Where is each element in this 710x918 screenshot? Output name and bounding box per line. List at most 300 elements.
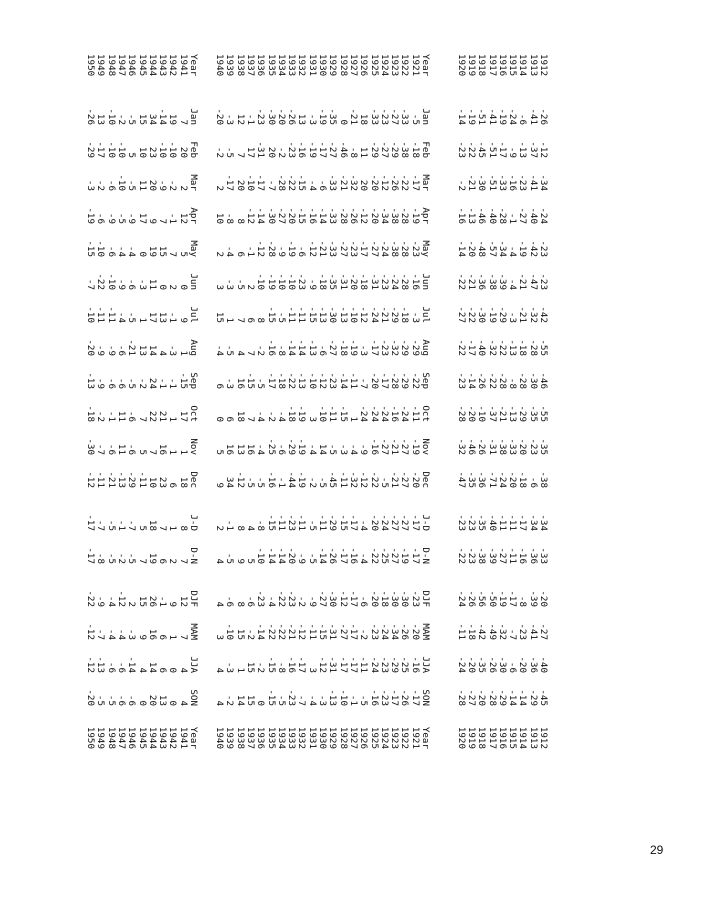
header-cell: Mar [420,174,431,191]
table-cell: 6 [157,558,169,564]
table-cell: -14 [275,547,287,564]
table-cell: 1919 [465,726,477,749]
table-cell: -17 [465,339,477,356]
table-cell: -5 [126,377,138,389]
table-cell: -14 [507,689,519,706]
table-cell: 4 [214,601,226,607]
table-cell: -10 [105,141,117,158]
table-cell: 1933 [286,726,298,749]
table-cell: 1934 [275,726,287,749]
header-cell: SON [188,689,199,706]
table-cell: 14 [234,694,246,706]
table-cell: -9 [105,344,117,356]
table-cell: 1932 [296,726,308,749]
table-cell: -6 [115,344,127,356]
header-cell: SON [420,689,431,706]
table-cell: -10 [115,141,127,158]
table-cell: -34 [538,514,549,531]
table-cell: 1942 [167,54,179,77]
table-cell: -28 [496,372,508,389]
table-cell: -17 [317,141,329,158]
table-cell: -35 [327,108,339,125]
table-cell: -46 [476,207,488,224]
table-cell: 1926 [358,54,370,77]
table-cell: -17 [296,656,308,673]
table-cell: -40 [476,339,488,356]
table-cell: -29 [368,141,380,158]
table-cell: -32 [486,339,498,356]
table-cell: -17 [409,174,421,191]
table-cell: 1947 [115,54,127,77]
table-cell: 2 [214,185,226,191]
table-cell: -22 [409,372,421,389]
table-cell: -28 [389,372,401,389]
table-cell: 1917 [486,54,498,77]
table-cell: 1949 [95,726,107,749]
table-cell: 1 [177,449,189,455]
table-cell: -1 [115,519,127,531]
table-cell: -44 [286,471,298,488]
table-cell: -6 [95,212,107,224]
table-cell: 23 [146,146,158,158]
table-cell: -4 [347,443,359,455]
table-cell: -41 [527,174,539,191]
table-cell: -46 [465,438,477,455]
table-cell: -27 [389,108,401,125]
table-cell: -36 [476,273,488,290]
table-cell: -16 [347,547,359,564]
table-cell: -29 [399,372,411,389]
table-cell: 7 [244,350,256,356]
table-cell: -19 [486,306,498,323]
table-header-row [420,54,430,754]
table-cell: 6 [244,317,256,323]
table-cell: -24 [455,656,467,673]
table-cell: 1 [167,416,179,422]
table-cell: -12 [234,471,246,488]
table-cell: -28 [399,207,411,224]
table-cell: 8 [234,525,246,531]
table-row [105,54,115,754]
table-cell: -13 [85,372,97,389]
table-cell: -30 [527,372,539,389]
table-cell: -22 [368,547,380,564]
table-cell: 10 [214,212,226,224]
table-cell: -10 [167,141,179,158]
table-cell: -26 [538,108,549,125]
table-cell: -1 [167,311,179,323]
header-cell: Feb [188,141,199,158]
table-cell: -15 [337,514,349,531]
table-cell: -27 [327,339,339,356]
table-cell: -14 [465,372,477,389]
table-cell: -6 [126,443,138,455]
table-cell: 4 [214,700,226,706]
table-cell: -55 [538,339,549,356]
table-cell: 20 [234,179,246,191]
table-cell: -22 [275,590,287,607]
table-cell: 1944 [146,54,158,77]
table-cell: 7 [234,152,246,158]
table-cell: -11 [337,471,349,488]
table-cell: 14 [146,661,158,673]
table-cell: 16 [157,443,169,455]
table-cell: -30 [85,438,97,455]
table-cell: 1918 [476,54,488,77]
table-cell: -30 [389,590,401,607]
table-cell: -40 [538,656,549,673]
table-cell: 21 [157,410,169,422]
table-cell: 1932 [296,54,308,77]
table-cell: -2 [115,113,127,125]
table-cell: -15 [265,689,277,706]
table-cell: -12 [85,656,97,673]
table-cell: 6 [234,251,246,257]
header-cell: Jul [420,306,431,323]
table-cell: -4 [275,410,287,422]
table-cell: -15 [306,306,318,323]
table-cell: -13 [115,471,127,488]
table-cell: 1947 [115,726,127,749]
table-cell: -5 [105,519,117,531]
table-cell: -34 [538,174,549,191]
table-cell: -5 [317,476,329,488]
table-cell: -12 [255,240,267,257]
table-cell: -16 [409,656,421,673]
header-cell: D-N [420,547,431,564]
table-cell: -21 [286,623,298,640]
table-cell: 1923 [389,54,401,77]
table-cell: -17 [337,547,349,564]
table-cell: -10 [115,174,127,191]
table-cell: 13 [157,311,169,323]
table-cell: -23 [286,689,298,706]
table-cell: -14 [255,207,267,224]
table-cell: -20 [368,514,380,531]
table-cell: -4 [115,245,127,257]
table-cell: -17 [347,514,359,531]
table-cell: -12 [337,590,349,607]
table-cell: -26 [476,438,488,455]
header-cell: Year [420,54,431,77]
table-cell: -29 [399,339,411,356]
table-cell: -19 [286,240,298,257]
header-cell: Jun [188,273,199,290]
table-cell: 12 [177,212,189,224]
table-cell: -8 [95,552,107,564]
table-cell: -23 [378,273,390,290]
table-cell: -11 [286,306,298,323]
table-cell: -47 [527,273,539,290]
table-cell: -20 [517,656,529,673]
header-cell: Sep [420,372,431,389]
table-cell: -23 [296,273,308,290]
table-cell: -1 [157,377,169,389]
table-cell: -5 [244,476,256,488]
table-cell: -11 [136,471,148,488]
table-cell: -17 [496,141,508,158]
table-cell: -27 [455,306,467,323]
table-cell: 10 [136,146,148,158]
table-cell: 1920 [455,54,467,77]
table-cell: -15 [265,656,277,673]
table-cell: -20 [85,689,97,706]
table-cell: 16 [224,443,236,455]
table-cell: 19 [146,245,158,257]
table-cell: -20 [214,108,226,125]
table-row [507,54,517,754]
table-row [136,54,146,754]
table-cell: -9 [105,212,117,224]
table-cell: 7 [177,558,189,564]
table-cell: -27 [368,240,380,257]
table-cell: -2 [306,476,318,488]
table-cell: 1 [224,317,236,323]
table-cell: 15 [214,311,226,323]
table-cell: -10 [476,405,488,422]
table-cell: -9 [275,245,287,257]
table-cell: -17 [347,623,359,640]
table-cell: -13 [317,306,329,323]
table-cell: -23 [327,372,339,389]
table-cell: 1916 [496,726,508,749]
table-cell: -18 [517,339,529,356]
table-cell: -5 [224,344,236,356]
table-cell: -17 [255,174,267,191]
table-cell: -14 [455,108,467,125]
table-cell: -30 [265,108,277,125]
table-cell: -20 [85,339,97,356]
table-row [348,54,358,754]
table-cell: 17 [177,410,189,422]
table-cell: -36 [476,471,488,488]
table-cell: -45 [476,141,488,158]
table-cell: -2 [455,179,467,191]
table-cell: -9 [95,344,107,356]
table-cell: -9 [126,212,138,224]
table-cell: -14 [455,240,467,257]
table-cell: -38 [496,438,508,455]
table-cell: -21 [378,306,390,323]
table-cell: -11 [507,547,519,564]
header-cell: Dec [420,471,431,488]
table-cell: -41 [527,108,539,125]
table-cell: -11 [409,405,421,422]
table-cell: -26 [486,656,498,673]
table-cell: -13 [465,207,477,224]
table-cell: -8 [224,212,236,224]
table-cell: -16 [517,547,529,564]
table-cell: 1927 [347,54,359,77]
table-cell: -33 [507,438,519,455]
table-cell: -30 [265,207,277,224]
header-cell: DJF [188,590,199,607]
table-cell: 1929 [327,54,339,77]
header-cell: D-N [188,547,199,564]
table-cell: -23 [378,339,390,356]
table-cell: -21 [496,405,508,422]
table-row [234,54,244,754]
table-cell: -32 [347,174,359,191]
table-cell: -5 [115,212,127,224]
table-cell: 1919 [465,54,477,77]
table-cell: -22 [275,623,287,640]
table-cell: -5 [306,519,318,531]
table-cell: 1928 [337,54,349,77]
table-cell: -7 [95,628,107,640]
table-cell: -22 [286,372,298,389]
table-cell: -9 [115,278,127,290]
table-cell: -13 [507,405,519,422]
table-cell: -23 [538,273,549,290]
table-cell: -20 [517,438,529,455]
table-cell: 0 [177,284,189,290]
table-cell: -26 [399,689,411,706]
table-cell: -23 [368,623,380,640]
table-cell: -5 [255,476,267,488]
table-cell: -16 [507,174,519,191]
table-cell: 11 [115,410,127,422]
table-cell: -2 [275,146,287,158]
table-cell: 8 [234,218,246,224]
table-cell: -22 [465,306,477,323]
table-cell: -6 [244,595,256,607]
table-cell: -14 [255,623,267,640]
table-cell: -7 [296,694,308,706]
table-cell: 17 [136,212,148,224]
table-cell: -27 [496,547,508,564]
table-cell: -6 [126,410,138,422]
table-cell: 9 [167,601,179,607]
table-row [85,54,95,754]
table-cell: -8 [255,519,267,531]
table-cell: 5 [136,525,148,531]
table-cell: -23 [409,590,421,607]
table-cell: -16 [306,207,318,224]
table-cell: -17 [347,590,359,607]
table-cell: -26 [476,372,488,389]
table-cell: -15 [317,623,329,640]
table-cell: -11 [296,306,308,323]
header-cell: Jan [188,108,199,125]
table-cell: -26 [85,108,97,125]
table-cell: -30 [327,590,339,607]
table-cell: 7 [177,119,189,125]
table-cell: -1 [167,212,179,224]
table-cell: 20 [146,179,158,191]
table-cell: -15 [265,514,277,531]
table-cell: 13 [95,113,107,125]
table-cell: -34 [378,207,390,224]
table-row [486,54,496,754]
table-cell: -32 [496,623,508,640]
table-cell: -11 [455,623,467,640]
table-cell: -5 [275,311,287,323]
table-row [538,54,548,754]
table-cell: -20 [409,471,421,488]
table-row [95,54,105,754]
table-cell: -40 [486,207,498,224]
table-cell: -40 [527,207,539,224]
table-cell: -19 [409,438,421,455]
table-cell: -3 [85,179,97,191]
table-cell: -24 [378,405,390,422]
table-cell: -4 [115,628,127,640]
table-cell: -4 [306,443,318,455]
table-row [126,54,136,754]
table-cell: -51 [476,108,488,125]
table-cell: 18 [358,113,370,125]
table-cell: -3 [358,344,370,356]
table-cell: -12 [85,471,97,488]
table-cell: 7 [167,251,179,257]
table-cell: -8 [275,344,287,356]
table-cell: 19 [167,113,179,125]
table-cell: -27 [465,689,477,706]
table-cell: -48 [476,240,488,257]
table-cell: 1927 [347,726,359,749]
table-cell: 1928 [337,726,349,749]
table-cell: 1918 [476,726,488,749]
table-cell: -13 [95,656,107,673]
table-cell: -13 [327,689,339,706]
table-cell: -33 [327,174,339,191]
table-cell: -8 [347,146,359,158]
table-cell: -23 [378,108,390,125]
table-cell: 15 [136,595,148,607]
table-cell: -9 [507,146,519,158]
table-cell: -11 [358,656,370,673]
table-cell: -35 [527,405,539,422]
table-cell: 13 [157,694,169,706]
table-cell: 1940 [214,54,226,77]
table-cell: -23 [286,590,298,607]
table-cell: -1 [167,377,179,389]
table-cell: -19 [306,141,318,158]
table-cell: 34 [146,113,158,125]
table-cell: -24 [538,207,549,224]
table-cell: -39 [486,547,498,564]
table-cell: -5 [126,113,138,125]
table-row [368,54,378,754]
table-cell: -10 [224,623,236,640]
table-cell: 7 [157,218,169,224]
table-cell: -18 [85,405,97,422]
table-cell: -18 [399,306,411,323]
header-cell: Mar [188,174,199,191]
table-cell: -5 [306,552,318,564]
table-cell: -6 [105,245,117,257]
table-cell: -16 [389,405,401,422]
table-cell: -11 [95,471,107,488]
table-cell: 1939 [224,726,236,749]
table-cell: -4 [224,245,236,257]
table-cell: -11 [306,623,318,640]
table-cell: -6 [115,377,127,389]
table-cell: -5 [105,694,117,706]
table-cell: -17 [85,547,97,564]
table-cell: -18 [317,273,329,290]
table-cell: -16 [265,471,277,488]
table-cell: -19 [399,547,411,564]
table-cell: -17 [265,372,277,389]
table-cell: -10 [105,108,117,125]
table-cell: -9 [306,278,318,290]
header-cell: Feb [420,141,431,158]
table-cell: 14 [146,344,158,356]
header-cell: Sep [188,372,199,389]
table-cell: -5 [224,552,236,564]
